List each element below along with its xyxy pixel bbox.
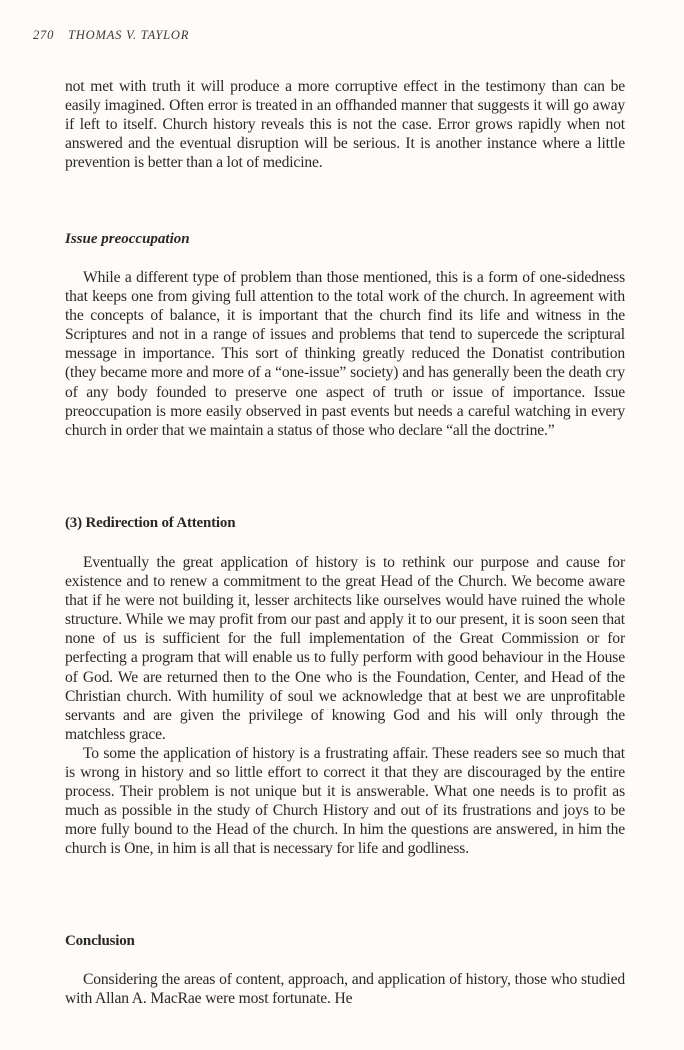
intro-paragraph: not met with truth it will produce a more corruptive effect in the testimony than can be easily imagined. Often error is treated in an offhanded manner that suggests it will go away if left to itself. Church history reveals this is not the case. Error grows rapidly when not answered and the eventual disruption will be serious. It is another instance where a little prevention is better than a lot of medicine. xyxy=(65,78,625,172)
page-number: 270 xyxy=(33,28,55,42)
conclusion-paragraph: Considering the areas of content, approach, and application of history, those who studied with Allan A. MacRae were most fortunate. He xyxy=(65,971,625,1008)
section-heading-redirection: (3) Redirection of Attention xyxy=(65,515,236,531)
section-heading-conclusion: Conclusion xyxy=(65,933,135,949)
conclusion-section xyxy=(65,933,625,950)
issue-preoccupation-body xyxy=(65,268,625,440)
redirection-paragraph-2: To some the application of history is a frustrating affair. These readers see so much that is wrong in history and so little effort to correct it that they are discouraged by the entire process. Their problem is not unique but it is answerable. What one needs is to profit as much as possible in the study of Church History and out of its frustrations and joys to be more fully bound to the Head of the church. In him the questions are answered, in him the church is One, in him is all that is necessary for life and godliness. xyxy=(65,744,625,858)
redirection-body xyxy=(65,553,625,859)
section-heading-issue-preoccupation: Issue preoccupation xyxy=(65,231,190,247)
redirection-section xyxy=(65,515,625,532)
issue-preoccupation-paragraph: While a different type of problem than those mentioned, this is a form of one-sidedness that keeps one from giving full attention to the total work of the church. In agreement with the concepts of balance, it is important that the church find its life and witness in the Scriptures and not in a range of issues and problems that tend to supercede the scriptural message in importance. This sort of thinking greatly reduced the Donatist contribution (they became more and more of a “one-issue” society) and has generally been the death cry of any body founded to preserve one aspect of truth or issue of importance. Issue preoccupation is more easily observed in past events but needs a careful watching in every church in order that we maintain a status of those who declare “all the doctrine.” xyxy=(65,269,625,439)
redirection-paragraph-1: Eventually the great application of history is to rethink our purpose and cause for existence and to renew a commitment to the great Head of the Church. We become aware that if he were not building it, lesser architects like ourselves would have ruined the whole structure. While we may profit from our past and apply it to our present, it is soon seen that none of us is sufficient for the full implementation of the Great Commission or for perfecting a program that will enable us to fully perform with good behaviour in the House of God. We are returned then to the One who is the Foundation, Center, and Head of the Christian church. With humility of soul we acknowledge that at best we are unprofitable servants and are given the privilege of knowing God and his will only through the matchless grace. xyxy=(65,554,625,743)
author-name: THOMAS V. TAYLOR xyxy=(68,28,190,42)
intro-block xyxy=(65,77,625,172)
issue-preoccupation-section xyxy=(65,231,625,248)
running-head xyxy=(33,28,189,43)
conclusion-body xyxy=(65,970,625,1008)
